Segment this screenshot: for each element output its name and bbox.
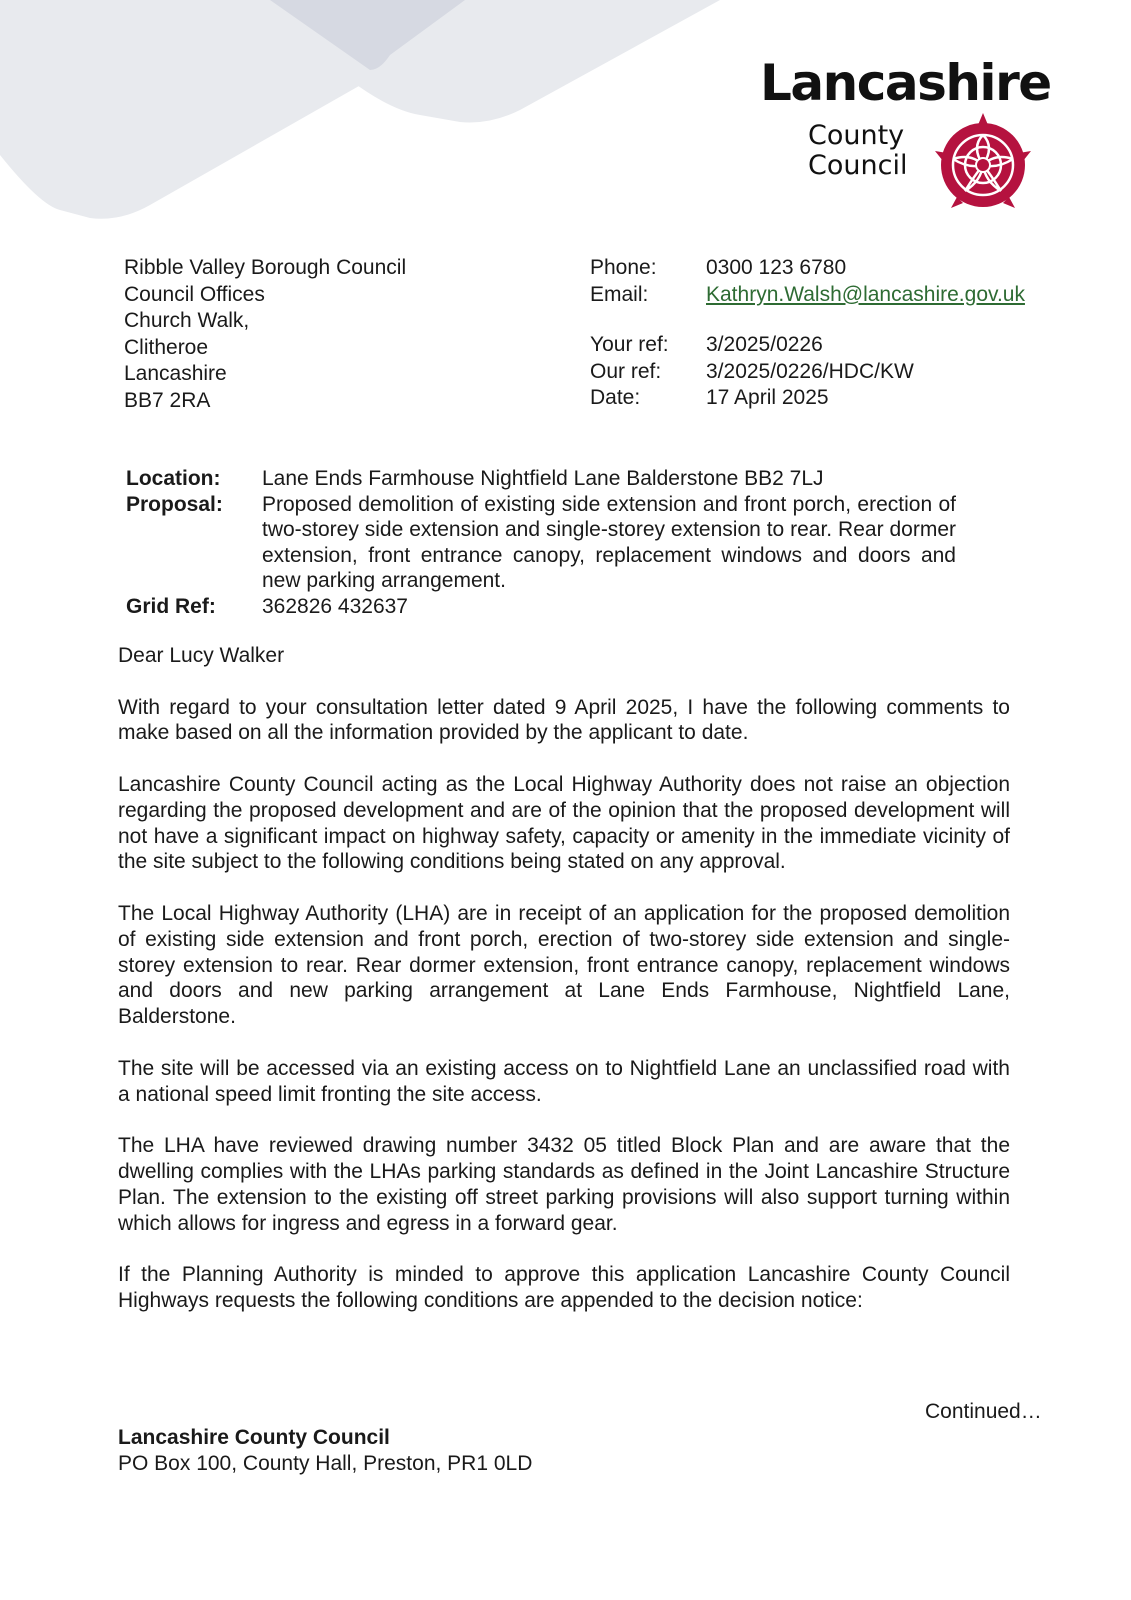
paragraph: The LHA have reviewed drawing number 3432 05 titled Block Plan and are aware that the dwelling complies with the LHAs parking standards as defined in the Joint Lancashire Structure Plan. The extension to the existing off street parking provisions will also support turning within which allows for ingress and egress in a forward gear.: [118, 1134, 1010, 1235]
proposal-label: Proposal:: [126, 492, 223, 516]
email-link[interactable]: Kathryn.Walsh@lancashire.gov.uk: [706, 282, 1025, 306]
our-ref-label: Our ref:: [590, 359, 662, 383]
contact-details: [590, 255, 1025, 412]
proposal-value: Proposed demolition of existing side extension and front porch, erection of two-storey side extension and single-storey extension to rear. Rear dormer extension, front entrance canopy, replacement windows and doors and new parking arrangement.: [262, 492, 956, 593]
paragraph: The site will be accessed via an existing access on to Nightfield Lane an unclassified road with a national speed limit fronting the site access.: [118, 1056, 1010, 1106]
recipient-line: Lancashire: [124, 362, 227, 385]
paragraph: With regard to your consultation letter dated 9 April 2025, I have the following comments to make based on all the information provided by the applicant to date.: [118, 695, 1010, 745]
date-row: [590, 385, 1025, 412]
proposal-row: [126, 492, 956, 594]
paragraph: Lancashire County Council acting as the Local Highway Authority does not raise an objection regarding the proposed development and are of the opinion that the proposed development will not have a significant impact on highway safety, capacity or amenity in the immediate vicinity of the site subject to the following conditions being stated on any approval.: [118, 772, 1010, 874]
footer-org: Lancashire County Council: [118, 1426, 390, 1449]
logo-council: Council: [808, 150, 908, 181]
paragraph: If the Planning Authority is minded to approve this application Lancashire County Council Highways requests the following conditions are appended to the decision notice:: [118, 1263, 1010, 1312]
salutation: Dear Lucy Walker: [118, 644, 285, 667]
continued-note: Continued…: [925, 1400, 1042, 1423]
grid-ref-row: [126, 594, 956, 620]
letter-body: [118, 643, 1010, 1340]
grid-ref-value: 362826 432637: [262, 594, 408, 618]
background-chevron-shapes: [0, 0, 760, 230]
location-value: Lane Ends Farmhouse Nightfield Lane Balderstone BB2 7LJ: [262, 467, 824, 490]
grid-ref-label: Grid Ref:: [126, 594, 216, 618]
logo-wordmark: Lancashire: [760, 54, 1051, 112]
phone-row: [590, 255, 1025, 282]
email-label: Email:: [590, 282, 649, 306]
your-ref-value: 3/2025/0226: [706, 333, 823, 356]
email-row: [590, 282, 1025, 309]
your-ref-row: [590, 332, 1025, 359]
phone-label: Phone:: [590, 256, 657, 279]
logo-county: County: [808, 120, 905, 151]
application-details: [126, 466, 956, 620]
lancashire-county-council-logo: [760, 54, 1080, 208]
location-row: [126, 466, 956, 492]
phone-value: 0300 123 6780: [706, 256, 847, 279]
footer-address: [118, 1425, 532, 1477]
recipient-address: [124, 255, 406, 414]
recipient-line: Council Offices: [124, 282, 265, 306]
red-rose-icon: [933, 113, 1033, 213]
our-ref-value: 3/2025/0226/HDC/KW: [706, 359, 914, 383]
recipient-line: BB7 2RA: [124, 388, 211, 412]
date-value: 17 April 2025: [706, 386, 829, 409]
paragraph: The Local Highway Authority (LHA) are in receipt of an application for the proposed demolition of existing side extension and front porch, erection of two-storey side extension and single-storey extension to rear. Rear dormer extension, front entrance canopy, replacement windows and doors and new parking arrangement at Lane Ends Farmhouse, Nightfield Lane, Balderstone.: [118, 901, 1010, 1029]
recipient-line: Church Walk,: [124, 309, 250, 332]
recipient-line: Ribble Valley Borough Council: [124, 256, 407, 279]
our-ref-row: [590, 359, 1025, 386]
location-label: Location:: [126, 467, 221, 490]
recipient-line: Clitheroe: [124, 335, 209, 359]
date-label: Date:: [590, 386, 641, 409]
footer-postal-address: PO Box 100, County Hall, Preston, PR1 0LD: [118, 1452, 533, 1475]
your-ref-label: Your ref:: [590, 333, 669, 356]
